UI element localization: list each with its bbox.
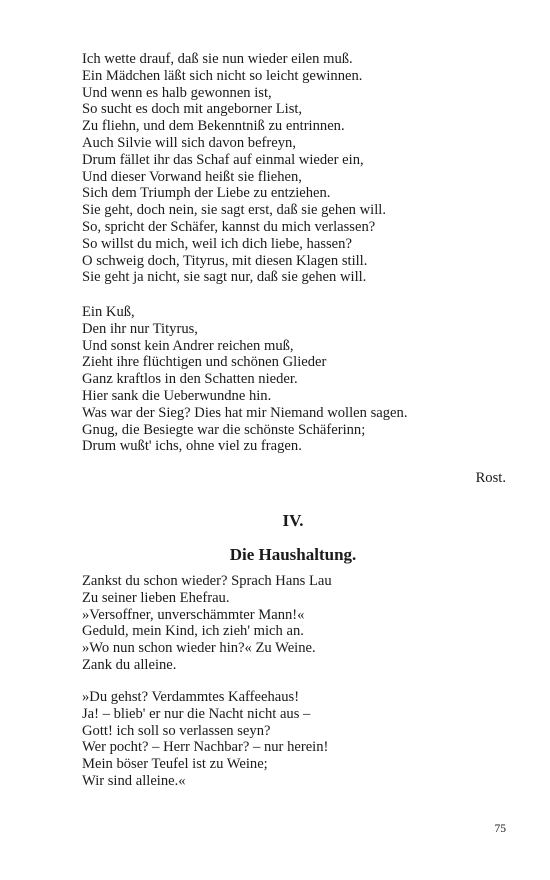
verse-line: So willst du mich, weil ich dich liebe, hassen? [82,235,352,252]
verse-line: Und sonst kein Andrer reichen muß, [82,337,294,354]
verse-line: Drum fället ihr das Schaf auf einmal wieder ein, [82,151,364,168]
verse-line: Ein Kuß, [82,304,135,320]
verse-line: O schweig doch, Tityrus, mit diesen Klagen still. [82,252,368,269]
verse-line: Zankst du schon wieder? Sprach Hans Lau [82,573,332,589]
verse-line: Ganz kraftlos in den Schatten nieder. [82,371,298,388]
poem-title: Die Haushaltung. [229,545,357,564]
verse-line: Ja! – blieb' er nur die Nacht nicht aus – [82,705,311,722]
verse-line: Auch Silvie will sich davon befreyn, [82,134,296,151]
verse-line: Zieht ihre flüchtigen und schönen Glieder [82,354,327,371]
verse-line: »Du gehst? Verdammtes Kaffeehaus! [82,689,300,705]
verse-line: Den ihr nur Tityrus, [82,320,198,337]
verse-line: Gott! ich soll so verlassen seyn? [82,722,271,739]
verse-line: Drum wußt' ichs, ohne viel zu fragen. [82,438,302,455]
page-number: 75 [494,823,506,835]
stanza-2 [82,304,512,455]
verse-line: Ein Mädchen läßt sich nicht so leicht gewinnen. [82,67,363,84]
verse-line: Zu seiner lieben Ehefrau. [82,589,230,606]
verse-line: So, spricht der Schäfer, kannst du mich verlassen? [82,218,376,235]
verse-line: Gnug, die Besiegte war die schönste Schäferinn; [82,421,366,438]
verse-line: Mein böser Teufel ist zu Weine; [82,756,268,773]
section-number: IV. [282,511,304,530]
verse-line: Zu fliehn, und dem Bekenntniß zu entrinnen. [82,118,345,135]
stanza-3 [82,573,512,674]
verse-line: Wer pocht? – Herr Nachbar? – nur herein! [82,739,329,756]
verse-line: Hier sank die Ueberwundne hin. [82,387,272,404]
verse-line: Sie geht ja nicht, sie sagt nur, daß sie gehen will. [82,269,367,286]
verse-line: Was war der Sieg? Dies hat mir Niemand wollen sagen. [82,404,408,421]
stanza-4 [82,689,512,790]
verse-line: »Wo nun schon wieder hin?« Zu Weine. [82,640,316,657]
verse-line: Und wenn es halb gewonnen ist, [82,84,272,101]
verse-line: Wir sind alleine.« [82,772,186,789]
verse-line: Sich dem Triumph der Liebe zu entziehen. [82,185,331,202]
stanza-1 [82,51,512,286]
verse-line: Und dieser Vorwand heißt sie fliehen, [82,168,302,185]
verse-line: »Versoffner, unverschämmter Mann!« [82,606,305,623]
verse-line: Sie geht, doch nein, sie sagt erst, daß sie gehen will. [82,202,386,219]
verse-line: So sucht es doch mit angeborner List, [82,101,303,118]
verse-line: Zank du alleine. [82,656,177,673]
author-signature: Rost. [475,470,506,486]
verse-line: Ich wette drauf, daß sie nun wieder eilen muß. [82,51,353,67]
verse-line: Geduld, mein Kind, ich zieh' mich an. [82,623,304,640]
